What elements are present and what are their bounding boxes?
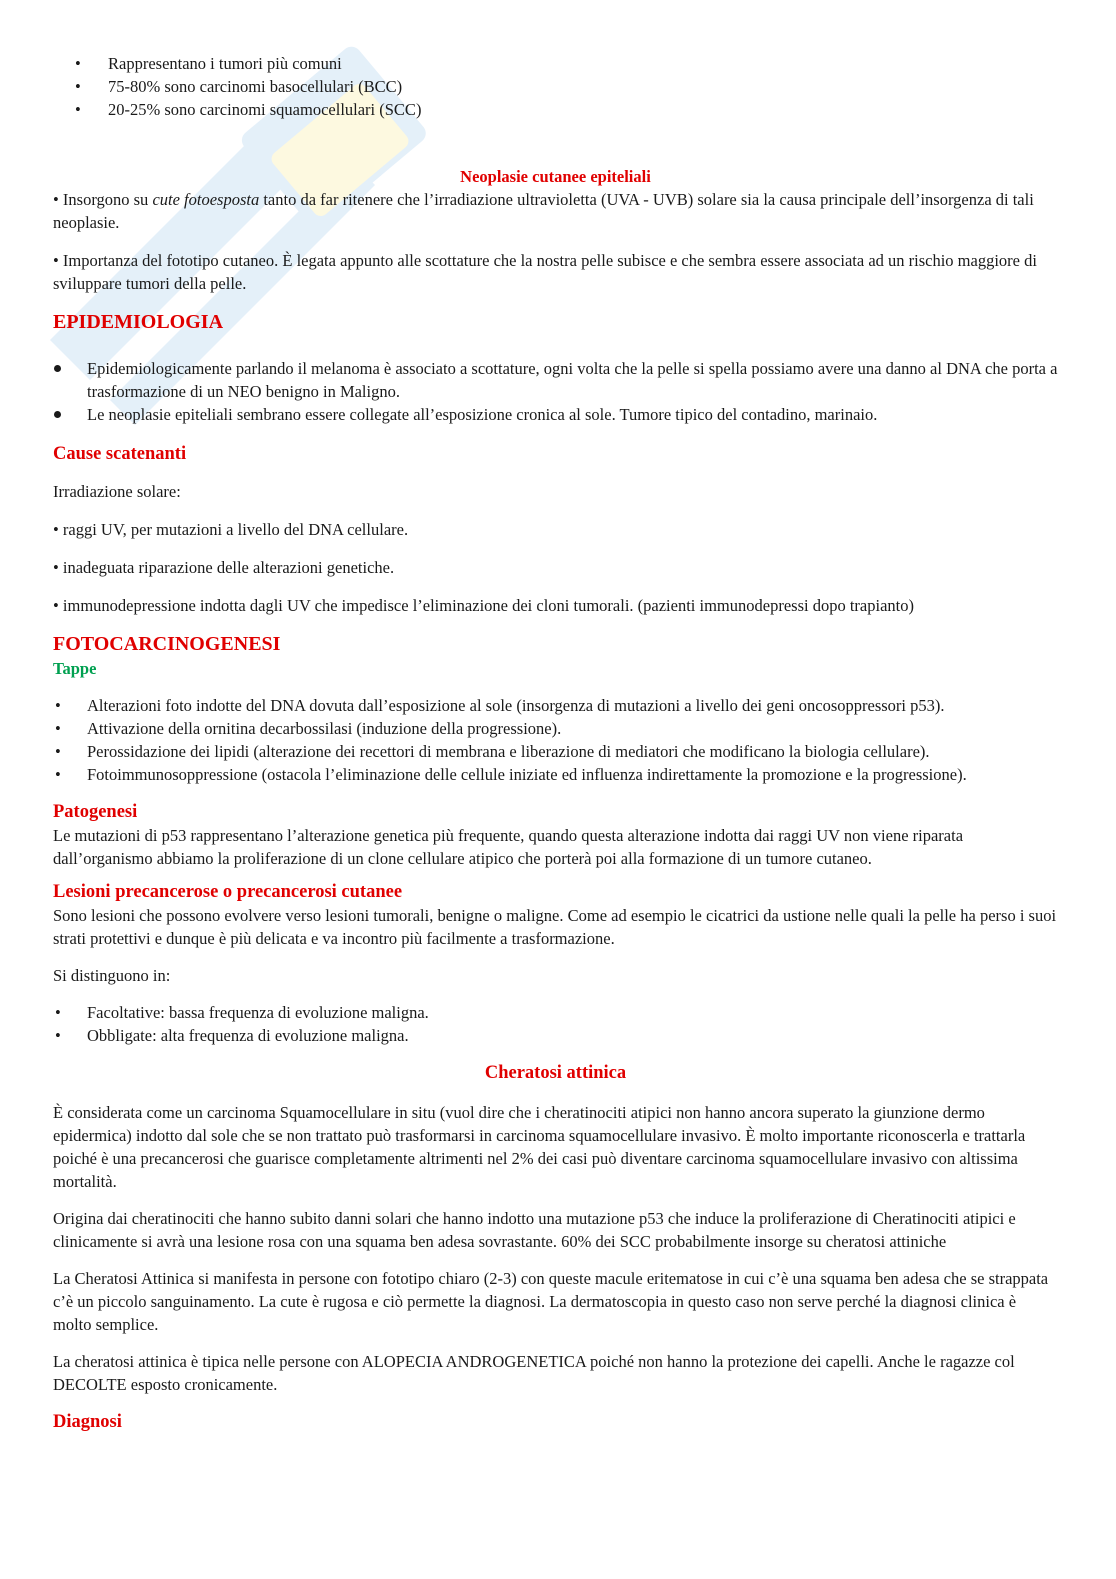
neoplasie-paragraph-2: • Importanza del fototipo cutaneo. È legata appunto alle scottature che la nostra pelle subisce e che sembra essere associata ad un rischio maggiore di sviluppare tumori della pelle. [53,251,1037,293]
list-item: Epidemiologicamente parlando il melanoma è associato a scottature, ogni volta che la pelle si spella possiamo avere una danno al DNA che porta a trasformazione di un NEO benigno in Maligno. [53,357,1058,403]
list-item: • Facoltative: bassa frequenza di evoluzione maligna. [53,1001,1058,1024]
list-item: Le neoplasie epiteliali sembrano essere collegate all’esposizione cronica al sole. Tumore tipico del contadino, marinaio. [53,403,1058,426]
lesioni-list [53,1001,1058,1047]
cause-item: • immunodepressione indotta dagli UV che impedisce l’eliminazione dei cloni tumorali. (pazienti immunodepressi dopo trapianto) [53,596,914,615]
document-page [53,52,1058,1434]
lesioni-distinguono: Si distinguono in: [53,966,171,985]
section-title-neoplasie: Neoplasie cutanee epiteliali [460,167,651,186]
list-item: • Rappresentano i tumori più comuni [53,52,1058,75]
lesioni-text: Sono lesioni che possono evolvere verso lesioni tumorali, benigne o maligne. Come ad esempio le cicatrici da ustione nelle quali la pelle ha perso i suoi strati protettivi e dunque è più delicata e va incontro più facilmente a trasformazione. [53,906,1057,948]
section-title-fotocarcinogenesi: FOTOCARCINOGENESI [53,633,281,655]
list-item: • Fotoimmunosoppressione (ostacola l’eliminazione delle cellule iniziate ed influenza indirettamente la promozione e la progressione). [53,763,1058,786]
list-item: • 75-80% sono carcinomi basocellulari (BCC) [53,75,1058,98]
intro-list [53,52,1058,121]
section-title-lesioni: Lesioni precancerose o precancerosi cutanee [53,882,403,902]
tappe-list [53,694,1058,786]
patogenesi-text: Le mutazioni di p53 rappresentano l’alterazione genetica più frequente, quando questa alterazione indotta dai raggi UV non viene riparata dall’organismo abbiamo la proliferazione di un clone cellulare atipico che porterà poi alla formazione di un tumore cutaneo. [53,826,964,868]
epidemiologia-list [53,357,1058,426]
cheratosi-paragraph: La cheratosi attinica è tipica nelle persone con ALOPECIA ANDROGENETICA poiché non hanno la protezione dei capelli. Anche le ragazze col DECOLTE esposto cronicamente. [53,1352,1015,1394]
section-title-patogenesi: Patogenesi [53,802,138,822]
list-item: • Obbligate: alta frequenza di evoluzione maligna. [53,1024,1058,1047]
neoplasie-p1-em: cute fotoesposta [152,190,260,209]
section-title-cause: Cause scatenanti [53,444,187,464]
cause-item: • raggi UV, per mutazioni a livello del DNA cellulare. [53,520,409,539]
neoplasie-p1-pre: • Insorgono su [53,190,153,209]
list-item: • 20-25% sono carcinomi squamocellulari (SCC) [53,98,1058,121]
section-title-diagnosi: Diagnosi [53,1412,122,1432]
neoplasie-paragraph-1 [53,188,1058,234]
cheratosi-paragraph: Origina dai cheratinociti che hanno subito danni solari che hanno indotto una mutazione p53 che induce la proliferazione di Cheratinociti atipici e clinicamente si avrà una lesione rosa con una squama ben adesa sovrastante. 60% dei SCC probabilmente insorge su cheratosi attiniche [53,1209,1016,1251]
list-item: • Alterazioni foto indotte del DNA dovuta dall’esposizione al sole (insorgenza di mutazioni a livello dei geni oncosoppressori p53). [53,694,1058,717]
subtitle-tappe: Tappe [53,659,97,678]
cause-intro: Irradiazione solare: [53,482,181,501]
neoplasie-p1-post: tanto da far ritenere che l’irradiazione ultravioletta (UVA - UVB) solare sia la causa principale dell’insorgenza di tali neoplasie. [53,190,1034,232]
cheratosi-paragraph: È considerata come un carcinoma Squamocellulare in situ (vuol dire che i cheratinociti atipici non hanno ancora superato la giunzione dermo epidermica) indotto dal sole che se non trattato può trasformarsi in carcinoma squamocellulare invasivo. È molto importante riconoscerla e trattarla poiché è una precancerosi che guarisce completamente altrimenti nel 2% dei casi può diventare carcinoma squamocellulare invasivo con altissima mortalità. [53,1103,1026,1191]
list-item: • Perossidazione dei lipidi (alterazione dei recettori di membrana e liberazione di mediatori che modificano la biologia cellulare). [53,740,1058,763]
list-item: • Attivazione della ornitina decarbossilasi (induzione della progressione). [53,717,1058,740]
section-title-cheratosi: Cheratosi attinica [484,1063,627,1083]
cause-item: • inadeguata riparazione delle alterazioni genetiche. [53,558,395,577]
cheratosi-paragraph: La Cheratosi Attinica si manifesta in persone con fototipo chiaro (2-3) con queste macule eritematose in cui c’è una squama ben adesa che se strappata c’è un piccolo sanguinamento. La cute è rugosa e ciò permette la diagnosi. La dermatoscopia in questo caso non serve perché la diagnosi clinica è molto semplice. [53,1269,1049,1334]
section-title-epidemiologia: EPIDEMIOLOGIA [53,311,224,333]
